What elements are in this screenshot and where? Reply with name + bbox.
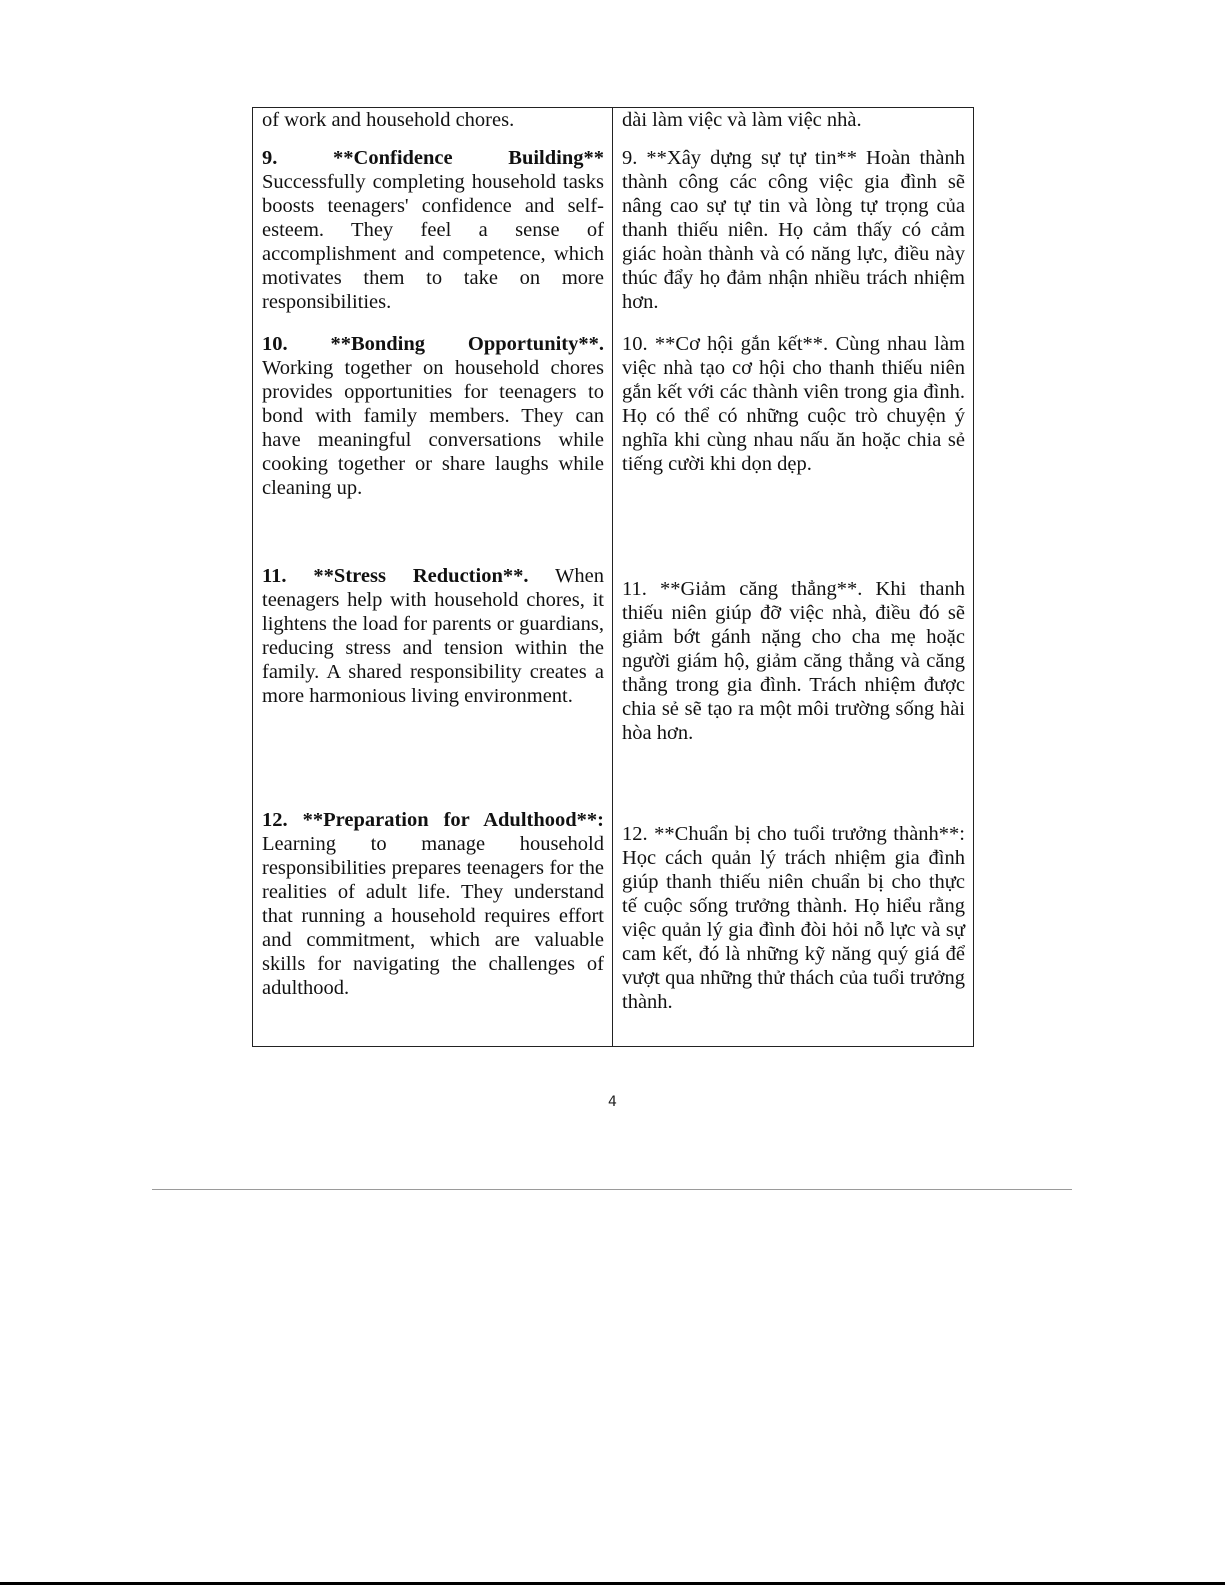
table-row xyxy=(253,108,974,147)
english-cell xyxy=(253,558,613,803)
english-text xyxy=(262,146,604,314)
english-heading: 9. **Confidence Building** xyxy=(262,147,604,169)
vietnamese-text: 11. **Giảm căng thẳng**. Khi thanh thiếu niên giúp đỡ việc nhà, điều đó sẽ giảm bớt gánh nặng cho cha mẹ hoặc người giám hộ, giảm căng thẳng và căng thẳng trong gia đình. Trách nhiệm được chia sẻ sẽ tạo ra một môi trường sống hài hòa hơn. xyxy=(622,578,965,744)
english-body: of work and household chores. xyxy=(262,109,515,131)
table-row xyxy=(253,558,974,803)
vietnamese-text: 12. **Chuẩn bị cho tuổi trưởng thành**: Học cách quản lý trách nhiệm gia đình giúp thanh thiếu niên chuẩn bị cho thực tế cuộc sống trưởng thành. Họ hiểu rằng việc quản lý gia đình đòi hỏi nỗ lực và sự cam kết, đó là những kỹ năng quý giá để vượt qua những thử thách của tuổi trưởng thành. xyxy=(622,823,965,1013)
english-body: Successfully completing household tasks boosts teenagers' confidence and self-esteem. They feel a sense of accomplishment and competence, which motivates them to take on more responsibilities. xyxy=(262,171,604,313)
table-row xyxy=(253,332,974,558)
page-number: 4 xyxy=(608,1094,617,1110)
page-separator-line xyxy=(152,1189,1072,1190)
english-heading: 11. **Stress Reduction**. xyxy=(262,565,529,587)
vietnamese-text: dài làm việc và làm việc nhà. xyxy=(622,109,862,131)
english-body: When teenagers help with household chores, it lightens the load for parents or guardians, reducing stress and tension within the family. A shared responsibility creates a more harmonious living environment. xyxy=(262,565,604,707)
english-cell xyxy=(253,108,613,147)
english-body: Learning to manage household responsibilities prepares teenagers for the realities of adult life. They understand that running a household requires effort and commitment, which are valuable skills for navigating the challenges of adulthood. xyxy=(262,833,604,999)
table-row xyxy=(253,146,974,332)
vietnamese-cell xyxy=(613,108,974,147)
vietnamese-cell xyxy=(613,558,974,803)
english-cell xyxy=(253,803,613,1047)
english-body: Working together on household chores provides opportunities for teenagers to bond with family members. They can have meaningful conversations while cooking together or share laughs while cleaning up. xyxy=(262,357,604,499)
english-heading: 12. **Preparation for Adulthood**: xyxy=(262,809,604,831)
vietnamese-text: 10. **Cơ hội gắn kết**. Cùng nhau làm việc nhà tạo cơ hội cho thanh thiếu niên gắn kết với các thành viên trong gia đình. Họ có thể có những cuộc trò chuyện ý nghĩa khi cùng nhau nấu ăn hoặc chia sẻ tiếng cười khi dọn dẹp. xyxy=(622,333,965,475)
bilingual-table xyxy=(252,107,974,1047)
table-row xyxy=(253,803,974,1047)
english-heading: 10. **Bonding Opportunity**. xyxy=(262,333,604,355)
english-text xyxy=(262,108,604,132)
vietnamese-text: 9. **Xây dựng sự tự tin** Hoàn thành thành công các công việc gia đình sẽ nâng cao sự tự tin và lòng tự trọng của thanh thiếu niên. Họ cảm thấy có cảm giác hoàn thành và có năng lực, điều này thúc đẩy họ đảm nhận nhiều trách nhiệm hơn. xyxy=(622,147,965,313)
english-text xyxy=(262,332,604,500)
vietnamese-cell xyxy=(613,146,974,332)
english-text xyxy=(262,808,604,1000)
english-cell xyxy=(253,332,613,558)
vietnamese-cell xyxy=(613,803,974,1047)
english-cell xyxy=(253,146,613,332)
vietnamese-cell xyxy=(613,332,974,558)
english-text xyxy=(262,564,604,708)
